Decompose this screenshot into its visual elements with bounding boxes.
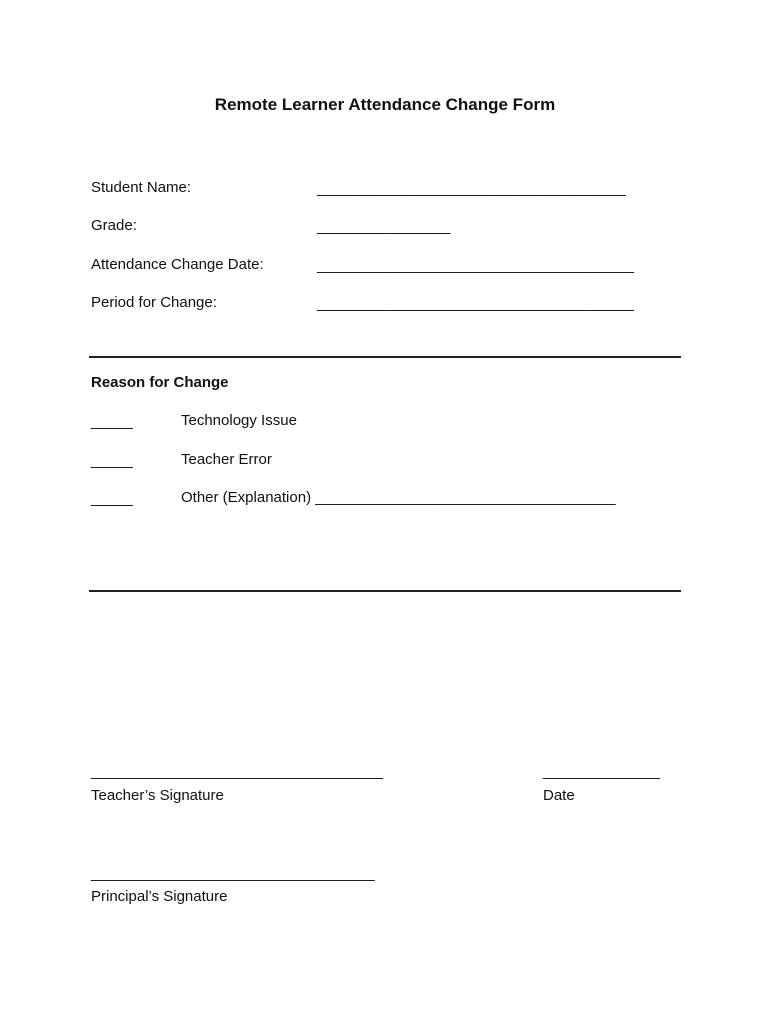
other-explanation-field[interactable]: Other (Explanation) ____________________________________ xyxy=(181,489,616,506)
period-for-change-field[interactable]: ______________________________________ xyxy=(317,295,635,312)
teacher-signature-line[interactable]: ___________________________________ xyxy=(91,763,383,780)
other-checkbox[interactable]: _____ xyxy=(91,490,133,507)
date-line[interactable]: ______________ xyxy=(543,763,660,780)
page-title: Remote Learner Attendance Change Form xyxy=(214,95,556,114)
period-for-change-label: Period for Change: xyxy=(91,294,217,311)
teacher-error-checkbox[interactable]: _____ xyxy=(91,452,133,469)
grade-label: Grade: xyxy=(91,217,137,234)
reason-section-title: Reason for Change xyxy=(91,374,229,391)
student-name-label: Student Name: xyxy=(91,179,192,196)
student-name-field[interactable]: _____________________________________ xyxy=(317,180,626,197)
technology-issue-label: Technology Issue xyxy=(181,412,297,429)
attendance-change-date-field[interactable]: ______________________________________ xyxy=(317,257,635,274)
date-label: Date xyxy=(543,787,575,804)
teacher-error-label: Teacher Error xyxy=(181,451,272,468)
grade-field[interactable]: ________________ xyxy=(317,218,451,235)
technology-issue-checkbox[interactable]: _____ xyxy=(91,413,133,430)
section-divider-bottom xyxy=(89,590,681,592)
principal-signature-label: Principal’s Signature xyxy=(91,888,228,905)
attendance-change-date-label: Attendance Change Date: xyxy=(91,256,264,273)
teacher-signature-label: Teacher’s Signature xyxy=(91,787,224,804)
principal-signature-line[interactable]: __________________________________ xyxy=(91,865,375,882)
section-divider-top xyxy=(89,356,681,358)
